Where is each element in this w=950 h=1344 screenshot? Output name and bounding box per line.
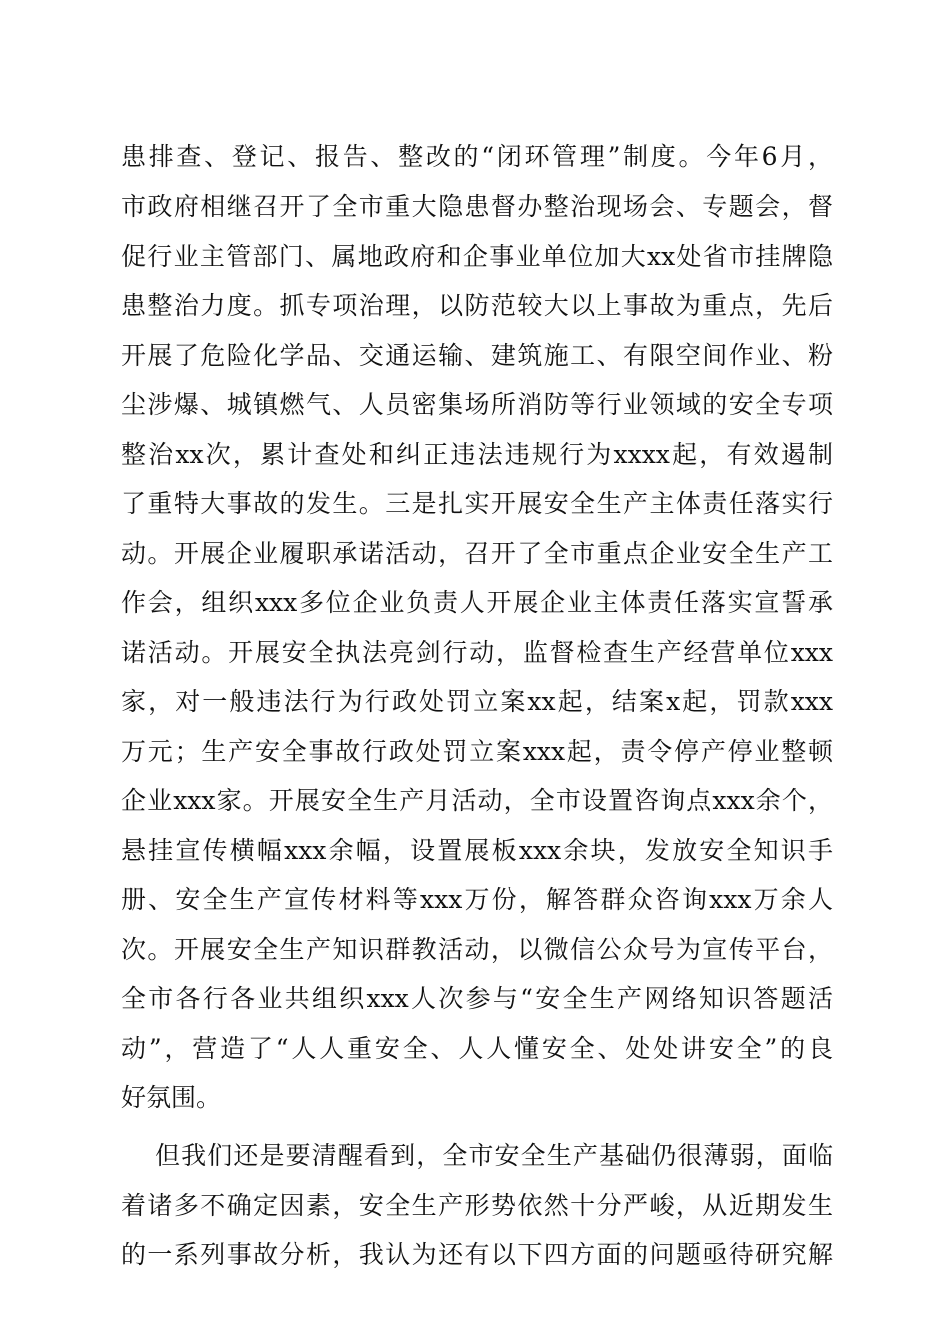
- text-line: 全市各行各业共组织xxx人次参与“安全生产网络知识答题活: [121, 984, 833, 1013]
- text-line: 诺活动。开展安全执法亮剑行动，监督检查生产经营单位xxx: [121, 638, 833, 667]
- text-line: 了重特大事故的发生。三是扎实开展安全生产主体责任落实行: [121, 489, 833, 518]
- text-line: 促行业主管部门、属地政府和企事业单位加大xx处省市挂牌隐: [121, 242, 833, 271]
- text-line: 市政府相继召开了全市重大隐患督办整治现场会、专题会，督: [121, 192, 833, 221]
- text-line: 册、安全生产宣传材料等xxx万份，解答群众咨询xxx万余人: [121, 885, 833, 914]
- text-line: 次。开展安全生产知识群教活动，以微信公众号为宣传平台，: [121, 935, 833, 964]
- text-line: 悬挂宣传横幅xxx余幅，设置展板xxx余块，发放安全知识手: [121, 836, 833, 865]
- text-line: 整治xx次，累计查处和纠正违法违规行为xxxx起，有效遏制: [121, 440, 833, 469]
- text-line: 但我们还是要清醒看到，全市安全生产基础仍很薄弱，面临: [155, 1141, 833, 1170]
- text-line: 患整治力度。抓专项治理，以防范较大以上事故为重点，先后: [121, 291, 833, 320]
- text-line: 动。开展企业履职承诺活动，召开了全市重点企业安全生产工: [121, 539, 833, 568]
- text-line: 患排查、登记、报告、整改的“闭环管理”制度。今年6月，: [121, 142, 833, 171]
- text-line: 尘涉爆、城镇燃气、人员密集场所消防等行业领域的安全专项: [121, 390, 833, 419]
- text-line: 的一系列事故分析，我认为还有以下四方面的问题亟待研究解: [121, 1240, 833, 1269]
- text-line: 企业xxx家。开展安全生产月活动，全市设置咨询点xxx余个，: [121, 786, 833, 815]
- text-line: 动”，营造了“人人重安全、人人懂安全、处处讲安全”的良: [121, 1034, 833, 1063]
- text-line: 着诸多不确定因素，安全生产形势依然十分严峻，从近期发生: [121, 1191, 833, 1220]
- text-line: 开展了危险化学品、交通运输、建筑施工、有限空间作业、粉: [121, 341, 833, 370]
- text-line: 家，对一般违法行为行政处罚立案xx起，结案x起，罚款xxx: [121, 687, 833, 716]
- text-line: 好氛围。: [121, 1083, 222, 1112]
- text-line: 万元；生产安全事故行政处罚立案xxx起，责令停产停业整顿: [121, 737, 833, 766]
- text-line: 作会，组织xxx多位企业负责人开展企业主体责任落实宣誓承: [121, 588, 833, 617]
